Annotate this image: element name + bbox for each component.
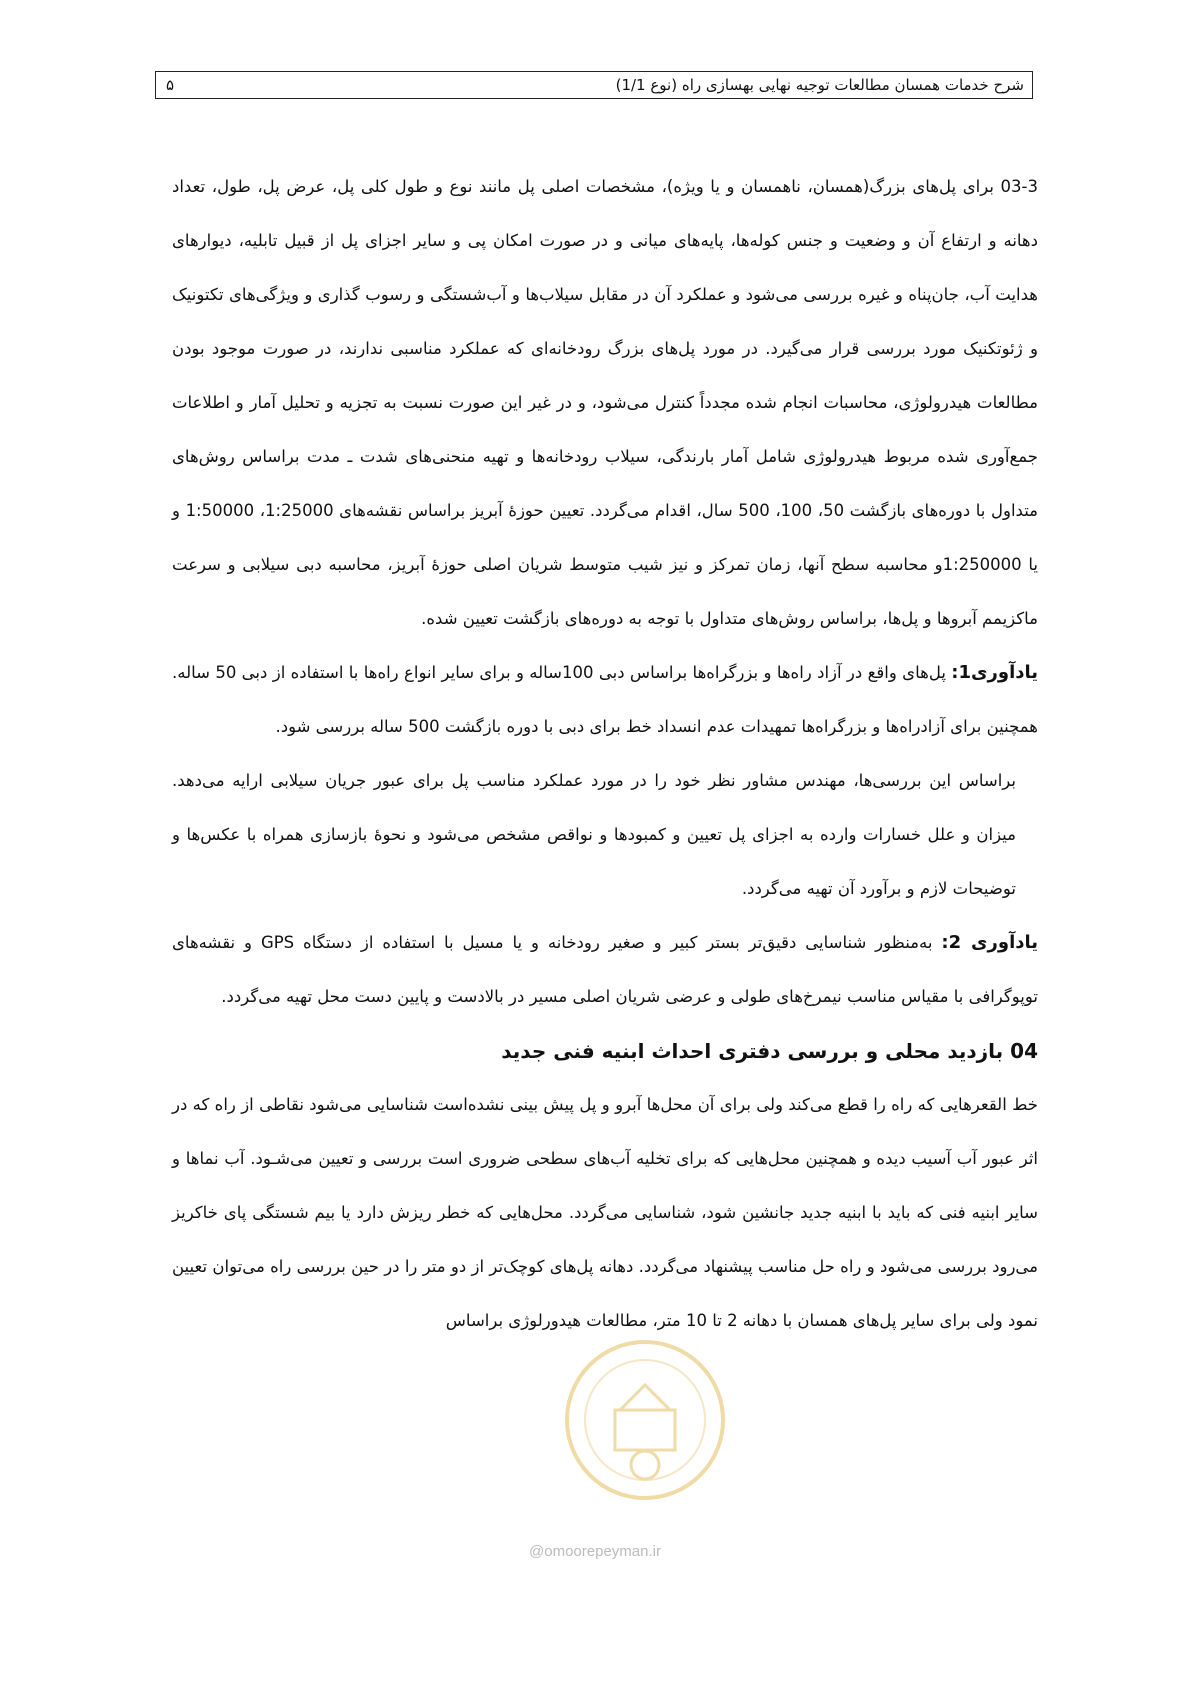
note-2-label: یادآوری 2: [941,932,1039,953]
document-body [172,160,1038,1348]
note-2 [172,916,1038,1024]
section-heading: 04 بازدید محلی و بررسی دفتری احداث ابنیه فنی جدید [501,1039,1038,1063]
paragraph-assessment: براساس این بررسی‌ها، مهندس مشاور نظر خود را در مورد عملکرد مناسب پل برای عبور جریان سیلابی ارایه می‌دهد. میزان و علل خسارات وارده به اجزای پل تعیین و کمبودها و نواقص مشخص می‌شود و نحوهٔ بازسازی همراه با عکس‌ها و توضیحات لازم و برآورد آن تهیه می‌گردد. [172,771,1016,898]
page-header [155,71,1033,99]
paragraph-site-visit: خط القعرهایی که راه را قطع می‌کند ولی برای آن محل‌ها آبرو و پل پیش بینی نشده‌است شناسایی می‌شود نقاطی از راه که در اثر عبور آب آسیب دیده و همچنین محل‌هایی که برای تخلیه آب‌های سطحی ضروری است بررسی و تعیین می‌شـود. آب نماها و سایر ابنیه فنی که باید با ابنیه جدید جانشین شود، شناسایی می‌گردد. محل‌هایی که خطر ریزش دارد یا بیم شستگی پای خاکریز می‌رود بررسی می‌شود و راه حل مناسب پیشنهاد می‌گردد. دهانه پل‌های کوچک‌تر از دو متر را در حین بررسی راه می‌توان تعیین نمود ولی برای سایر پل‌های همسان با دهانه 2 تا 10 متر، مطالعات هیدورلوژی براساس [172,1095,1038,1330]
note-2-text: به‌منظور شناسایی دقیق‌تر بستر کبیر و صغیر رودخانه و یا مسیل با استفاده از دستگاه GPS و نقشه‌های توپوگرافی با مقیاس مناسب نیمرخ‌های طولی و عرضی شریان اصلی مسیر در بالادست و پایین دست محل تهیه می‌گردد. [172,933,1038,1006]
page-number: ۵ [166,76,175,94]
watermark-site: @omoorepeyman.ir [529,1543,661,1560]
note-1 [172,646,1038,754]
note-1-text: پل‌های واقع در آزاد راه‌ها و بزرگراه‌ها براساس دبی 100ساله و برای سایر انواع راه‌ها با استفاده از دبی 50 ساله. همچنین برای آزادراه‌ها و بزرگراه‌ها تمهیدات عدم انسداد خط برای دبی با دوره بازگشت 500 ساله بررسی شود. [172,663,1038,736]
watermark-logo-icon [560,1315,730,1525]
paragraph-bridges: 03-3 برای پل‌های بزرگ(همسان، ناهمسان و یا ویژه)، مشخصات اصلی پل مانند نوع و طول کلی پل، عرض پل، طول، تعداد دهانه و ارتفاع آن و وضعیت و جنس کوله‌ها، پایه‌های میانی و در صورت امکان پی و سایر اجزای پل از قبیل تابلیه، دیوارهای هدایت آب، جان‌پناه و غیره بررسی می‌شود و عملکرد آن در مقابل سیلاب‌ها و آب‌شستگی و رسوب گذاری و ویژگی‌های تکتونیک و ژئوتکنیک مورد بررسی قرار می‌گیرد. در مورد پل‌های بزرگ رودخانه‌ای که عملکرد مناسبی ندارند، در صورت موجود بودن مطالعات هیدرولوژی، محاسبات انجام شده مجدداً کنترل می‌شود، و در غیر این صورت نسبت به تجزیه و تحلیل آمار و اطلاعات جمع‌آوری شده مربوط هیدرولوژی شامل آمار بارندگی، سیلاب رودخانه‌ها و تهیه منحنی‌های شدت ـ مدت براساس روش‌های متداول با دوره‌های بازگشت 50، 100، 500 سال، اقدام می‌گردد. تعیین حوزهٔ آبریز براساس نقشه‌های 1:25000، 1:50000 و یا 1:250000و محاسبه سطح آنها، زمان تمرکز و نیز شیب متوسط شریان اصلی حوزهٔ آبریز، محاسبه دبی سیلابی و سرعت ماکزیمم آبروها و پل‌ها، براساس روش‌های متداول با توجه به دوره‌های بازگشت تعیین شده. [172,177,1039,628]
header-title: شرح خدمات همسان مطالعات توجیه نهایی بهسازی راه (نوع 1/1) [615,76,1024,94]
note-1-label: یادآوری1: [951,662,1038,683]
